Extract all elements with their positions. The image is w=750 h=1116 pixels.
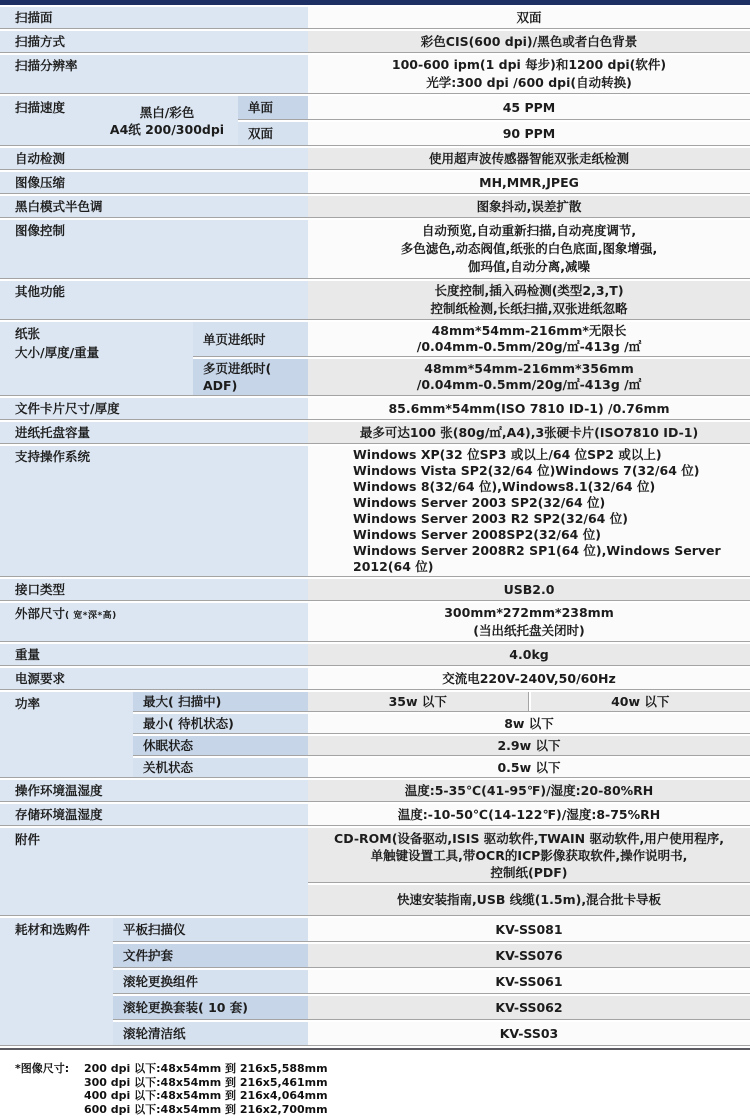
spec-value: USB2.0 — [308, 579, 750, 600]
spec-value — [308, 55, 750, 93]
subrow-value: 快速安装指南,USB 线缆(1.5m),混合批卡导板 — [308, 885, 750, 915]
subrow-multi-feed — [193, 359, 750, 396]
subrow-label: 文件护套 — [113, 944, 308, 967]
spec-label: 图像压缩 — [0, 172, 308, 193]
row-os — [0, 446, 750, 577]
row-compression — [0, 172, 750, 194]
power-split-values — [308, 692, 750, 711]
subrow-power-max — [133, 692, 750, 712]
row-image-control — [0, 220, 750, 279]
row-operating-env — [0, 780, 750, 802]
speed-subrows — [238, 96, 750, 146]
spec-label-line: 纸张 — [15, 324, 189, 343]
spec-label: 自动检测 — [0, 148, 308, 169]
subrow-flatbed-scanner — [113, 918, 750, 942]
spec-value-line: 自动预览,自动重新扫描,自动亮度调节, — [312, 222, 746, 240]
accessories-block-2 — [308, 885, 750, 916]
spec-value: 最多可达100 张(80g/㎡,A4),3张硬卡片(ISO7810 ID-1) — [308, 422, 750, 443]
spec-value-line: 控制纸(PDF) — [312, 864, 746, 881]
spec-value-line: 伽玛值,自动分离,减噪 — [312, 258, 746, 276]
spec-value: 使用超声波传感器智能双张走纸检测 — [308, 148, 750, 169]
row-scan-method — [0, 31, 750, 53]
subrow-duplex — [238, 122, 750, 146]
subrow-value: KV-SS061 — [308, 970, 750, 993]
table-bottom-rule — [0, 1048, 750, 1050]
subrow-value: 35w 以下 — [308, 692, 529, 711]
spec-value: 4.0kg — [308, 644, 750, 665]
spec-value-line: 100-600 ipm(1 dpi 每步)和1200 dpi(软件) — [312, 56, 746, 74]
subrow-label: 滚轮清洁纸 — [113, 1022, 308, 1045]
subrow-label: 滚轮更换套装( 10 套) — [113, 996, 308, 1019]
spec-label: 重量 — [0, 644, 308, 665]
subrow-power-min — [133, 714, 750, 734]
spec-value: MH,MMR,JPEG — [308, 172, 750, 193]
spec-table — [0, 7, 750, 1050]
spec-label-line: 大小/厚度/重量 — [15, 343, 189, 362]
spec-label: 操作环境温湿度 — [0, 780, 308, 801]
row-power-supply — [0, 668, 750, 690]
row-card — [0, 398, 750, 420]
subrow-roller-kit — [113, 970, 750, 994]
spec-label: 文件卡片尺寸/厚度 — [0, 398, 308, 419]
subrow-value: 8w 以下 — [308, 714, 750, 733]
spec-value-line: CD-ROM(设备驱动,ISIS 驱动软件,TWAIN 驱动软件,用户使用程序, — [312, 830, 746, 847]
row-halftone — [0, 196, 750, 218]
spec-value-line: 48mm*54mm-216mm*356mm — [312, 361, 746, 377]
subrow-label: 关机状态 — [133, 758, 308, 777]
row-tray-capacity — [0, 422, 750, 444]
spec-value-line: Windows Server 2008R2 SP1(64 位),Windows Server 2012(64 位) — [353, 543, 746, 575]
subrow-single-feed — [193, 322, 750, 357]
spec-value: 图象抖动,误差扩散 — [308, 196, 750, 217]
row-storage-env — [0, 804, 750, 826]
spec-value: 温度:5-35℃(41-95℉)/湿度:20-80%RH — [308, 780, 750, 801]
subrow-label: 滚轮更换组件 — [113, 970, 308, 993]
row-other-functions — [0, 281, 750, 320]
spec-value-line: Windows 8(32/64 位),Windows8.1(32/64 位) — [353, 479, 655, 495]
spec-label: 耗材和选购件 — [0, 918, 113, 1046]
subrow-label: 单页进纸时 — [193, 322, 308, 356]
spec-label — [0, 322, 193, 396]
subrow-label: 最小( 待机状态) — [133, 714, 308, 733]
footnote-label: *图像尺寸: — [0, 1062, 70, 1116]
subrow-simplex — [238, 96, 750, 120]
subrow-value: KV-SS062 — [308, 996, 750, 1019]
row-auto-detect — [0, 148, 750, 170]
spec-label: 扫描面 — [0, 7, 308, 28]
spec-value-line: 长度控制,插入码检测(类型2,3,T) — [312, 282, 746, 300]
spec-value-line: 多色滤色,动态阀值,纸张的白色底面,图象增强, — [312, 240, 746, 258]
spec-value — [308, 446, 750, 576]
consumables-subrows — [113, 918, 750, 1046]
spec-value-line: 控制纸检测,长纸扫描,双张进纸忽略 — [312, 300, 746, 318]
subrow-label: 平板扫描仪 — [113, 918, 308, 941]
footnote-line: 200 dpi 以下:48x54mm 到 216x5,588mm — [84, 1062, 328, 1076]
row-power — [0, 692, 750, 778]
footnote-line: 400 dpi 以下:48x54mm 到 216x4,064mm — [84, 1089, 328, 1103]
footnote-line: 300 dpi 以下:48x54mm 到 216x5,461mm — [84, 1076, 328, 1090]
spec-label: 其他功能 — [0, 281, 308, 319]
spec-value — [308, 220, 750, 278]
spec-value-line: 48mm*54mm-216mm*无限长 — [312, 323, 746, 339]
footnote-lines — [84, 1062, 328, 1116]
footnote — [0, 1062, 750, 1116]
accessories-block-1 — [308, 828, 750, 883]
subrow-value: KV-SS081 — [308, 918, 750, 941]
spec-label: 支持操作系统 — [0, 446, 308, 576]
spec-value-line: Windows Server 2008SP2(32/64 位) — [353, 527, 601, 543]
spec-label: 图像控制 — [0, 220, 308, 278]
top-accent-bar — [0, 0, 750, 5]
subrow-power-sleep — [133, 736, 750, 756]
spec-label: 存储环境温湿度 — [0, 804, 308, 825]
subrow-value — [308, 322, 750, 356]
spec-label: 电源要求 — [0, 668, 308, 689]
spec-value — [308, 281, 750, 319]
paper-subrows — [193, 322, 750, 396]
subrow-value: KV-SS076 — [308, 944, 750, 967]
subrow-value — [308, 828, 750, 882]
spec-label-note: ( 宽*深*高) — [65, 611, 117, 621]
spec-value-line: Windows Server 2003 R2 SP2(32/64 位) — [353, 511, 628, 527]
spec-label-text: 外部尺寸 — [15, 606, 65, 621]
spec-value: 彩色CIS(600 dpi)/黑色或者白色背景 — [308, 31, 750, 52]
subrow-label: 双面 — [238, 122, 308, 145]
speed-condition — [96, 96, 238, 145]
subrow-value: 0.5w 以下 — [308, 758, 750, 777]
row-scan-speed — [0, 96, 750, 146]
row-consumables — [0, 918, 750, 1046]
subrow-value: 2.9w 以下 — [308, 736, 750, 755]
spec-label: 扫描分辨率 — [0, 55, 308, 93]
spec-label — [0, 603, 308, 641]
accessories-blocks — [308, 828, 750, 916]
spec-value — [308, 603, 750, 641]
spec-label: 扫描速度 — [0, 96, 96, 145]
footnote-line: 600 dpi 以下:48x54mm 到 216x2,700mm — [84, 1103, 328, 1116]
subrow-value: 45 PPM — [308, 96, 750, 119]
spec-value: 双面 — [308, 7, 750, 28]
subrow-label: 多页进纸时( ADF) — [193, 359, 308, 395]
subrow-document-sleeve — [113, 944, 750, 968]
spec-value: 交流电220V-240V,50/60Hz — [308, 668, 750, 689]
subrow-label: 最大( 扫描中) — [133, 692, 308, 711]
spec-label: 进纸托盘容量 — [0, 422, 308, 443]
spec-label: 功率 — [0, 692, 133, 778]
spec-value-line: (当出纸托盘关闭时) — [312, 622, 746, 640]
row-paper — [0, 322, 750, 396]
spec-value: 温度:-10-50℃(14-122℉)/湿度:8-75%RH — [308, 804, 750, 825]
row-weight — [0, 644, 750, 666]
subrow-roller-set — [113, 996, 750, 1020]
spec-value-line: Windows Server 2003 SP2(32/64 位) — [353, 495, 605, 511]
row-scan-side — [0, 7, 750, 29]
spec-value: 85.6mm*54mm(ISO 7810 ID-1) /0.76mm — [308, 398, 750, 419]
spec-value-line: Windows Vista SP2(32/64 位)Windows 7(32/64 位) — [353, 463, 699, 479]
row-dimensions — [0, 603, 750, 642]
power-subrows — [133, 692, 750, 778]
spec-label-group — [0, 96, 238, 146]
subrow-value-alt: 40w 以下 — [531, 692, 750, 711]
subrow-value: 90 PPM — [308, 122, 750, 145]
spec-label: 附件 — [0, 828, 308, 916]
spec-label: 扫描方式 — [0, 31, 308, 52]
subrow-value: KV-SS03 — [308, 1022, 750, 1045]
spec-label: 接口类型 — [0, 579, 308, 600]
spec-value-line: 光学:300 dpi /600 dpi(自动转换) — [312, 74, 746, 92]
speed-condition-line: 黑白/彩色 — [96, 104, 238, 121]
speed-condition-line: A4纸 200/300dpi — [96, 121, 238, 138]
spec-value-line: /0.04mm-0.5mm/20g/㎡-413g /㎡ — [312, 339, 746, 355]
subrow-label: 休眠状态 — [133, 736, 308, 755]
row-resolution — [0, 55, 750, 94]
spec-value-line: 300mm*272mm*238mm — [312, 604, 746, 622]
subrow-power-off — [133, 758, 750, 778]
subrow-cleaning-paper — [113, 1022, 750, 1046]
subrow-label: 单面 — [238, 96, 308, 119]
subrow-value — [308, 359, 750, 395]
row-accessories — [0, 828, 750, 916]
spec-value-line: Windows XP(32 位SP3 或以上/64 位SP2 或以上) — [353, 447, 662, 463]
spec-value-line: /0.04mm-0.5mm/20g/㎡-413g /㎡ — [312, 377, 746, 393]
spec-value-line: 单触键设置工具,带OCR的ICP影像获取软件,操作说明书, — [312, 847, 746, 864]
spec-label: 黑白模式半色调 — [0, 196, 308, 217]
row-interface — [0, 579, 750, 601]
